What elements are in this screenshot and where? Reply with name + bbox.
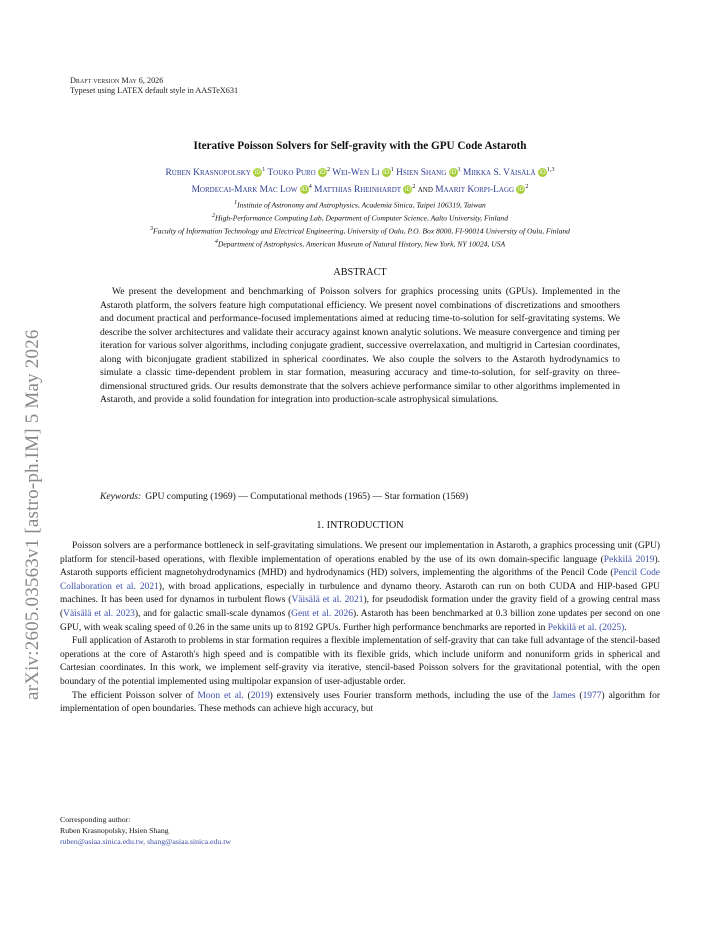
- citation-link[interactable]: Väisälä et al. 2023: [63, 608, 135, 619]
- author-name[interactable]: Matthias Rheinhardt: [314, 185, 402, 196]
- affiliation-text: Department of Astrophysics, American Museum of Natural History, New York, NY 10024, USA: [217, 239, 506, 249]
- footnote-label: Corresponding author:: [60, 815, 131, 824]
- affiliation-text: High-Performance Computing Lab, Department of Computer Science, Aalto University, Finland: [214, 213, 509, 223]
- orcid-icon[interactable]: iD: [254, 169, 261, 177]
- author-list: [60, 163, 660, 197]
- affiliation-number: 2: [211, 213, 215, 220]
- orcid-icon[interactable]: iD: [539, 169, 546, 177]
- affiliation-marker: 2: [525, 184, 529, 191]
- paragraph-text: ) extensively uses Fourier transform methods, including the use of the: [269, 690, 553, 701]
- affiliation-number: 1: [234, 200, 238, 206]
- affiliation-item: [40, 211, 680, 224]
- affiliation-marker: 1,3: [546, 167, 555, 173]
- author-name[interactable]: Miikka S. Väisälä: [462, 168, 536, 179]
- orcid-icon[interactable]: iD: [517, 186, 525, 194]
- affiliation-list: [40, 198, 680, 250]
- affiliation-marker: 2: [412, 184, 416, 191]
- affiliation-number: 3: [150, 226, 154, 233]
- orcid-icon[interactable]: iD: [383, 169, 390, 177]
- author-name[interactable]: Touko Puro: [267, 168, 316, 179]
- paragraph-text: Poisson solvers are a performance bottleneck in self-gravitating simulations. We present our implementation in Astaroth, a graphics processing unit (GPU) platform for stencil-based operations, with flexible implementation of operations enabled by the use of its own domain-specific language (: [60, 541, 660, 565]
- affiliation-item: [40, 198, 680, 211]
- citation-link[interactable]: Väisälä et al. 2021: [291, 595, 364, 606]
- draft-header: [70, 76, 238, 96]
- author-name[interactable]: Hsien Shang: [396, 168, 447, 179]
- author-name[interactable]: Wei-Wen Li: [332, 168, 380, 179]
- footnote-names: Ruben Krasnopolsky, Hsien Shang: [60, 826, 169, 835]
- abstract-heading: ABSTRACT: [333, 267, 387, 278]
- citation-link[interactable]: 1977: [582, 690, 602, 701]
- paragraph: [60, 690, 660, 717]
- paper-title: Iterative Poisson Solvers for Self-gravity with the GPU Code Astaroth: [193, 140, 527, 152]
- keywords-label: Keywords:: [100, 491, 142, 502]
- arxiv-identifier-stamp[interactable]: arXiv:2605.03563v1 [astro-ph.IM] 5 May 2026: [22, 329, 43, 700]
- paragraph: [60, 540, 660, 635]
- citation-link[interactable]: Pekkilä 2019: [603, 554, 655, 565]
- author-name[interactable]: Mordecai-Mark Mac Low: [191, 185, 298, 196]
- corresponding-author-footnote: [60, 814, 231, 847]
- orcid-icon[interactable]: iD: [404, 186, 412, 194]
- affiliation-item: [40, 224, 680, 237]
- affiliation-marker: 1: [262, 167, 266, 173]
- paragraph-text: ), with broad applications, especially in turbulence and dynamo theory. Astaroth can run on both CUDA and HIP-based GPU machines. It has been used for dynamos in turbulent flows (: [60, 581, 660, 606]
- draft-version-line: Draft version May 6, 2026: [70, 76, 164, 85]
- author-name[interactable]: Maarit Korpi-Lagg: [435, 185, 515, 196]
- orcid-icon[interactable]: iD: [449, 169, 457, 177]
- paragraph-text: (: [243, 690, 251, 701]
- affiliation-marker: 4: [308, 184, 312, 191]
- citation-link[interactable]: Moon et al.: [197, 690, 244, 701]
- affiliation-text: Institute of Astronomy and Astrophysics, Academia Sinica, Taipei 106319, Taiwan: [237, 200, 486, 210]
- citation-link[interactable]: James: [552, 690, 576, 701]
- paragraph-text: .: [624, 622, 627, 633]
- affiliation-text: Faculty of Information Technology and Electrical Engineering, University of Oulu, P.O. Box 8000, FI-90014 University of Oulu, Finland: [153, 226, 570, 236]
- paragraph-text: (: [575, 690, 583, 701]
- affiliation-marker: 1: [457, 167, 461, 173]
- affiliation-marker: 2: [327, 167, 331, 173]
- section-heading: 1. INTRODUCTION: [316, 520, 404, 531]
- abstract-text: We present the development and benchmarking of Poisson solvers for graphics processing units (GPUs). Implemented in the Astaroth platform, the solvers feature high computational efficiency. We present novel combinations of discretizations and smoothers and document practical and performance-focused implementations aimed at reducing time-to-solution for self-gravitating systems. We describe the solver architectures and validate their accuracy against known analytic solutions. We measure convergence and timing per iteration for various solver algorithms, including conjugate gradient, successive overrelaxation, and multigrid in Cartesian coordinates, along with biconjugate gradient stabilized in spherical coordinates. We also couple the solvers to the Astaroth hydrodynamics to simulate a classic time-dependent problem in star formation, measuring accuracy and time-to-solution, for self-gravity on three-dimensional structured grids. Our results demonstrate that the solvers achieve performance similar to other algorithms implemented in Astaroth, and provide a solid foundation for integration into production-scale astrophysical simulations.: [100, 286, 620, 406]
- paragraph-text: ). Astaroth has been benchmarked at 0.3 billion zone updates per second on one GPU, with weak scaling speed of 0.26 in the same units up to 8192 GPUs. Further high performance benchmarks are reported in: [60, 608, 661, 633]
- paragraph-text: The efficient Poisson solver of: [72, 690, 198, 701]
- affiliation-item: [40, 237, 680, 250]
- paragraph-text: ), and for galactic small-scale dynamos (: [134, 608, 292, 619]
- paragraph-text: ) algorithm for implementation of open boundaries. These methods can achieve high accuracy, but: [60, 690, 660, 715]
- section-body: [60, 540, 660, 717]
- citation-link[interactable]: Pekkilä et al. (2025): [547, 622, 625, 633]
- paragraph: Full application of Astaroth to problems in star formation requires a flexible implementation of self-gravity that can take full advantage of the stencil-based operations at the core of Astaroth's high speed and is compatible with its flexible grids, which include uniform and nonuniform grids in spherical and Cartesian coordinates. In this work, we implement self-gravity via iterative, stencil-based Poisson solvers for the gravitational potential, with the open boundary of the potential implemented using multipolar expansion of user-adjustable order.: [60, 636, 660, 687]
- typeset-line: Typeset using LATEX default style in AASTeX631: [70, 86, 239, 95]
- keywords-text: GPU computing (1969) — Computational methods (1965) — Star formation (1569): [145, 491, 469, 502]
- citation-link[interactable]: Pencil Code Collaboration et al. 2021: [60, 568, 660, 592]
- citation-link[interactable]: 2019: [250, 690, 270, 701]
- author-conjunction: and: [417, 185, 433, 196]
- affiliation-number: 4: [214, 239, 218, 246]
- citation-link[interactable]: Gent et al. 2026: [291, 608, 353, 619]
- paragraph-text: ), for pseudodisk formation under the gravity field of a growing central mass (: [60, 595, 661, 619]
- affiliation-marker: 1: [390, 167, 394, 173]
- orcid-icon[interactable]: iD: [301, 186, 308, 194]
- email-links[interactable]: ruben@asiaa.sinica.edu.tw, shang@asiaa.sinica.edu.tw: [60, 837, 232, 846]
- keywords-line: [100, 491, 620, 502]
- paragraph-text: ). Astaroth supports efficient magnetohydrodynamics (MHD) and hydrodynamics (HD) solvers, implementing the algorithms of the Pencil Code (: [60, 554, 661, 579]
- orcid-icon[interactable]: iD: [319, 169, 326, 177]
- author-name[interactable]: Ruben Krasnopolsky: [165, 168, 251, 179]
